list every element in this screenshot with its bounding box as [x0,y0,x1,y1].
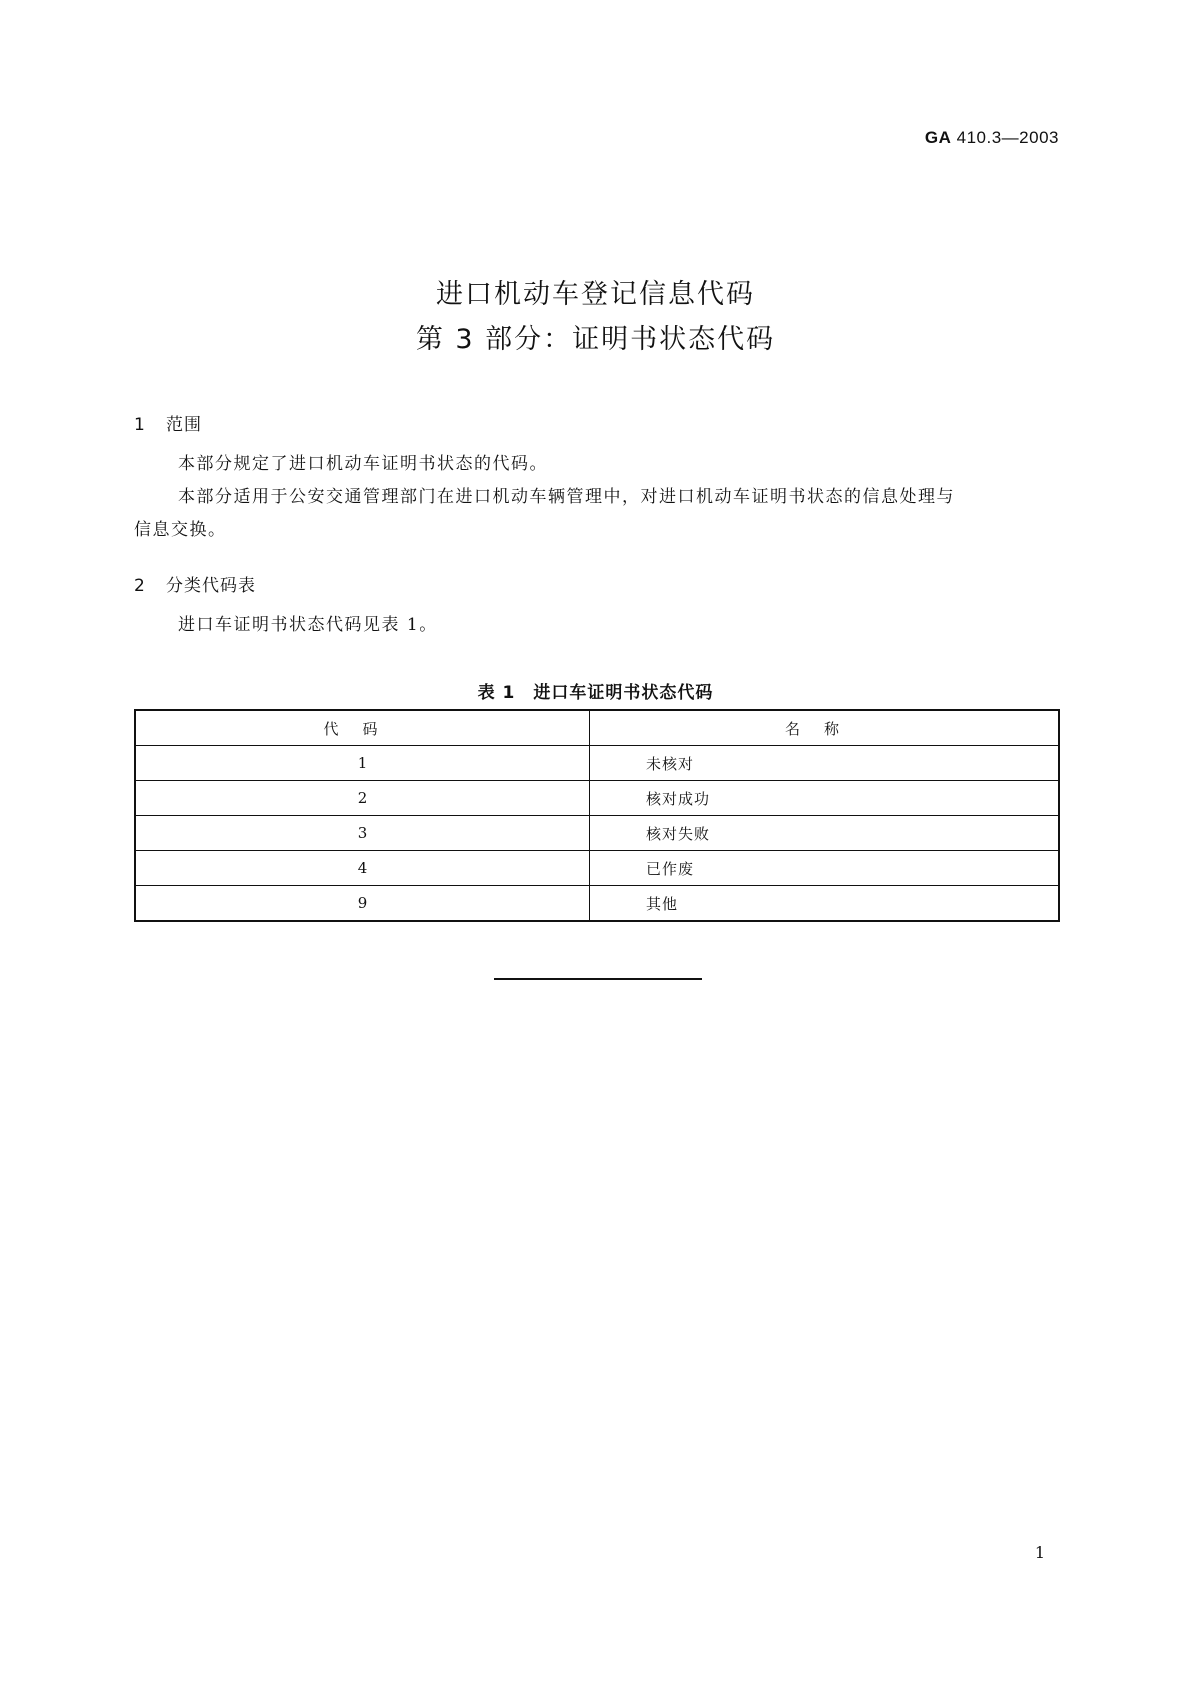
cell-name: 其他 [590,886,1060,922]
standard-code-prefix: GA [924,128,952,147]
section-title: 分类代码表 [166,576,256,596]
table-header-row [135,710,1059,746]
header-code: 代码 [135,710,590,746]
section-number: 1 [134,415,146,435]
section-heading-code-table [134,571,256,596]
cell-name: 核对失败 [590,816,1060,851]
page-number: 1 [1034,1543,1045,1562]
standard-code-number: 410.3—2003 [951,128,1059,147]
paragraph: 信息交换。 [134,520,227,540]
scope-paragraphs [134,448,1060,547]
cell-name: 未核对 [590,746,1060,781]
standard-code [925,128,1059,148]
cell-code: 1 [135,746,590,781]
cell-name: 核对成功 [590,781,1060,816]
cell-name: 已作废 [590,851,1060,886]
paragraph: 本部分适用于公安交通管理部门在进口机动车辆管理中，对进口机动车证明书状态的信息处理与 [178,487,955,507]
title-line-2: 第 3 部分：证明书状态代码 [415,324,776,355]
table-row [135,781,1059,816]
paragraph: 本部分规定了进口机动车证明书状态的代码。 [178,454,548,474]
section-heading-scope [134,410,202,435]
status-code-table [134,709,1060,922]
table-row [135,816,1059,851]
table-row [135,886,1059,922]
section-number: 2 [134,576,146,596]
code-table-paragraphs [134,609,1060,642]
document-title [0,272,1191,362]
cell-code: 9 [135,886,590,922]
end-rule [494,978,702,980]
table-caption: 表 1 进口车证明书状态代码 [477,683,714,703]
header-name: 名称 [590,710,1060,746]
cell-code: 2 [135,781,590,816]
cell-code: 3 [135,816,590,851]
title-line-1: 进口机动车登记信息代码 [436,279,755,310]
table-row [135,746,1059,781]
table-row [135,851,1059,886]
cell-code: 4 [135,851,590,886]
section-title: 范围 [166,415,202,435]
paragraph: 进口车证明书状态代码见表 1。 [178,615,438,635]
